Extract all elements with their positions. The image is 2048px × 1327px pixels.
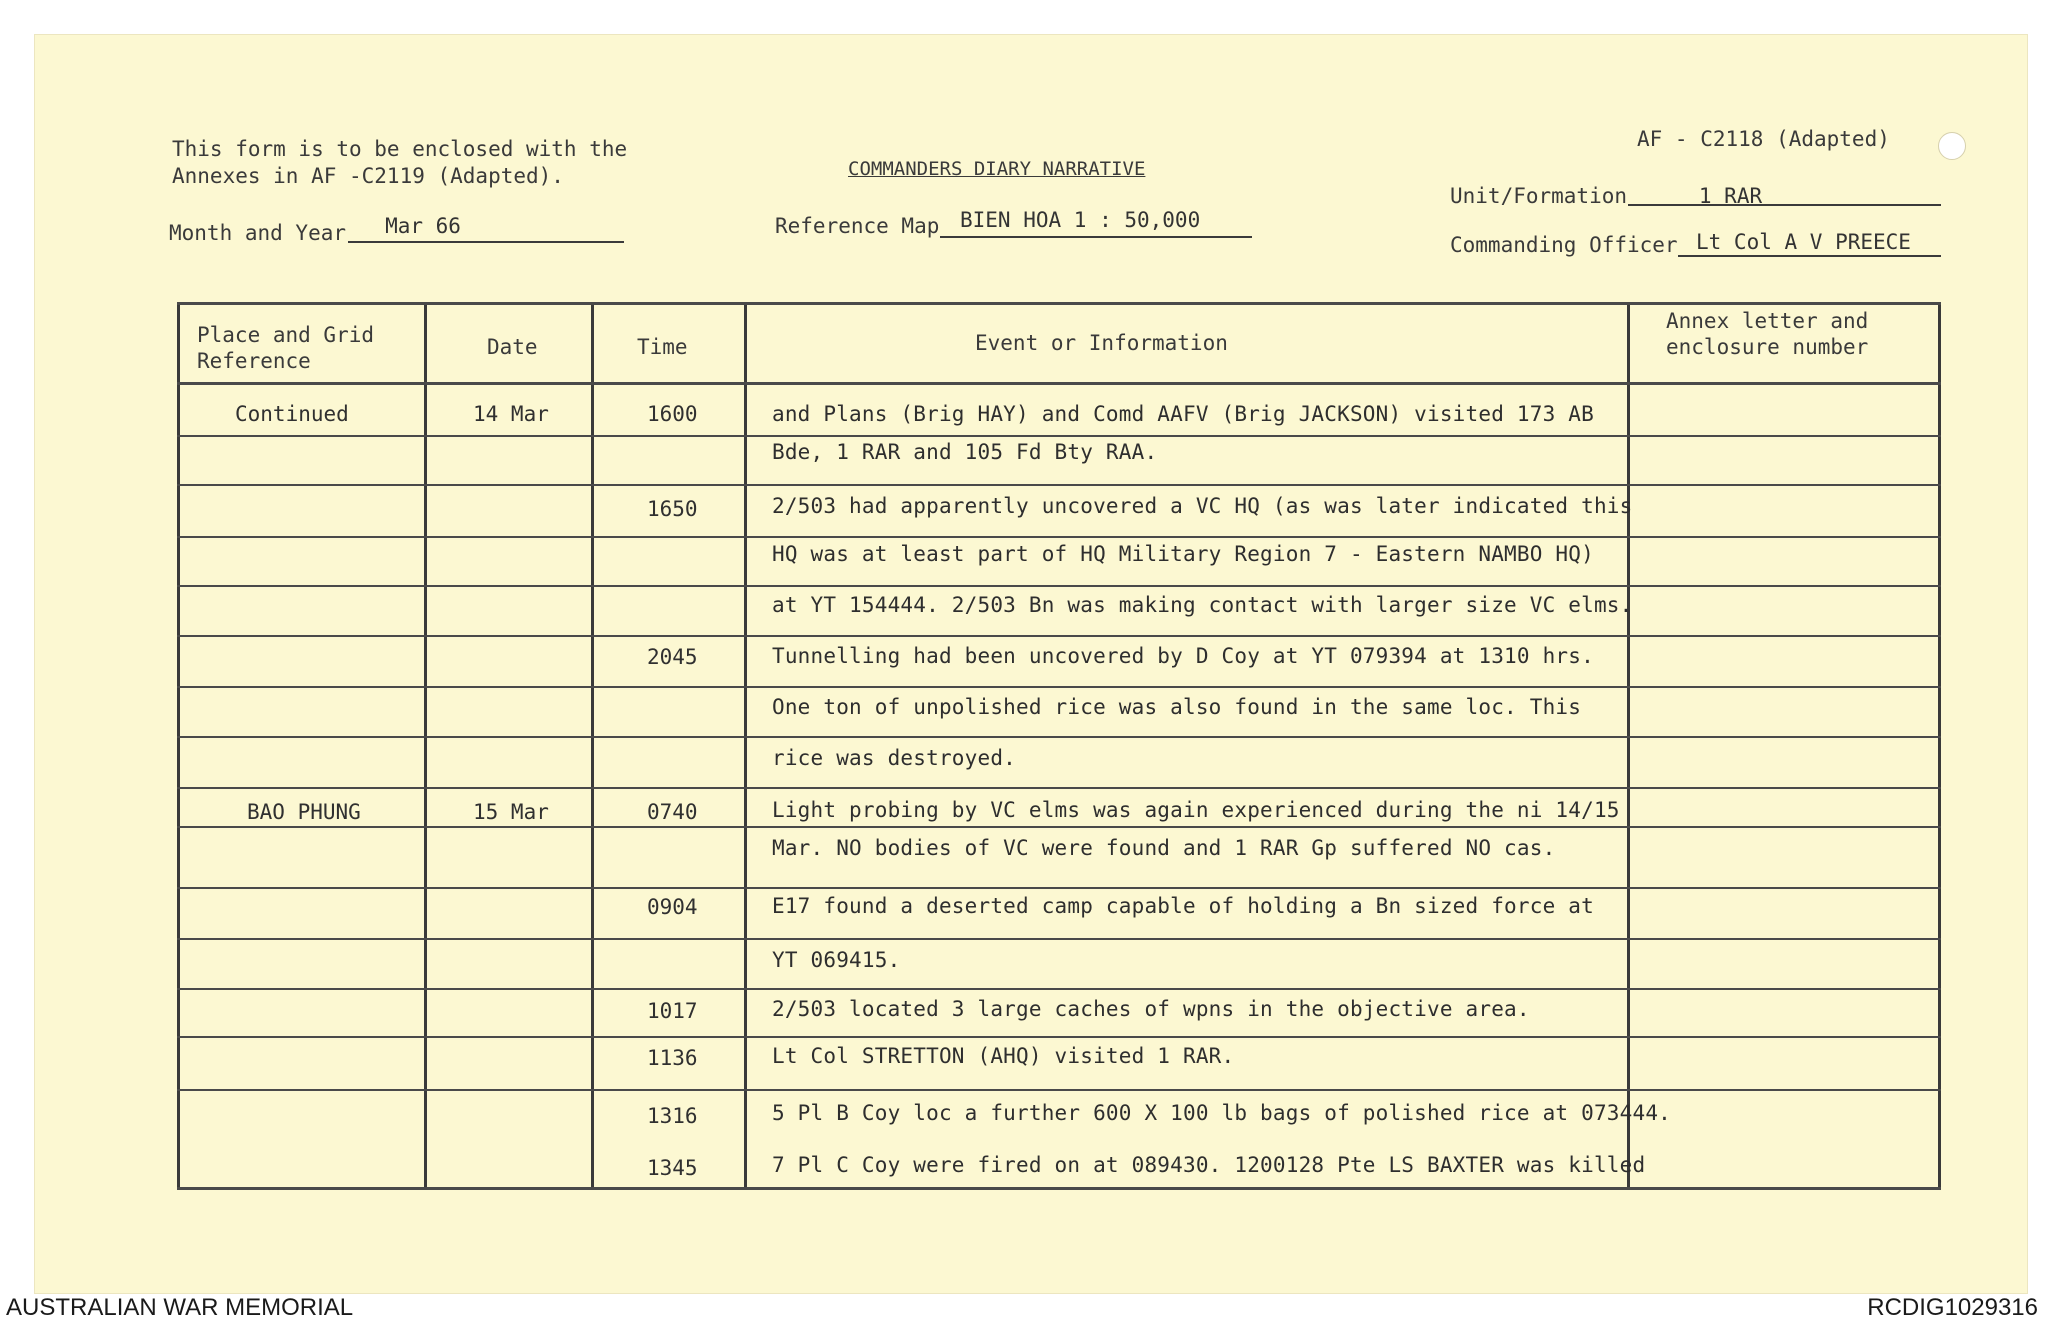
table-border-bottom <box>177 1187 1941 1190</box>
row-place: Continued <box>235 402 349 426</box>
header-place-line1: Place and Grid <box>197 323 375 347</box>
row-event: Tunnelling had been uncovered by D Coy at YT 079394 at 1310 hrs. <box>772 644 1594 668</box>
row-date: 15 Mar <box>473 800 549 824</box>
header-date: Date <box>487 335 538 359</box>
diary-table <box>177 302 1941 1190</box>
row-time: 1600 <box>647 402 698 426</box>
row-event: One ton of unpolished rice was also found in the same loc. This <box>772 695 1582 719</box>
row-line <box>177 1036 1941 1038</box>
month-year-value: Mar 66 <box>385 214 461 238</box>
reference-map-underline <box>940 236 1252 238</box>
row-event: Lt Col STRETTON (AHQ) visited 1 RAR. <box>772 1044 1235 1068</box>
commanding-officer-label: Commanding Officer <box>1450 233 1678 257</box>
row-time: 2045 <box>647 645 698 669</box>
row-line <box>177 826 1941 828</box>
form-title: COMMANDERS DIARY NARRATIVE <box>848 158 1146 180</box>
header-annex <box>1666 308 1868 360</box>
row-event: and Plans (Brig HAY) and Comd AAFV (Brig JACKSON) visited 173 AB <box>772 402 1594 426</box>
reference-map-value: BIEN HOA 1 : 50,000 <box>960 208 1201 232</box>
row-line <box>177 887 1941 889</box>
archive-name: AUSTRALIAN WAR MEMORIAL <box>6 1294 354 1321</box>
row-line <box>177 787 1941 789</box>
row-line <box>177 736 1941 738</box>
row-line <box>177 938 1941 940</box>
row-line <box>177 686 1941 688</box>
row-event: 2/503 had apparently uncovered a VC HQ (as was later indicated this <box>772 494 1633 518</box>
row-event: HQ was at least part of HQ Military Region 7 - Eastern NAMBO HQ) <box>772 542 1594 566</box>
row-time: 1017 <box>647 999 698 1023</box>
row-time: 0740 <box>647 800 698 824</box>
form-note-line2: Annexes in AF -C2119 (Adapted). <box>172 164 564 188</box>
row-event: 2/503 located 3 large caches of wpns in the objective area. <box>772 997 1530 1021</box>
reference-map-label: Reference Map <box>775 214 940 238</box>
row-line <box>177 585 1941 587</box>
row-line <box>177 536 1941 538</box>
row-line <box>177 635 1941 637</box>
row-line <box>177 484 1941 486</box>
row-date: 14 Mar <box>473 402 549 426</box>
header-annex-line2: enclosure number <box>1666 335 1869 359</box>
row-time: 1345 <box>647 1156 698 1180</box>
row-time: 0904 <box>647 895 698 919</box>
punch-hole <box>1938 132 1966 160</box>
commanding-officer-value: Lt Col A V PREECE <box>1696 230 1911 254</box>
month-year-label: Month and Year <box>169 221 347 245</box>
row-event: E17 found a deserted camp capable of holding a Bn sized force at <box>772 894 1594 918</box>
row-event: Mar. NO bodies of VC were found and 1 RAR Gp suffered NO cas. <box>772 836 1556 860</box>
row-line <box>177 1089 1941 1091</box>
row-event: Light probing by VC elms was again experienced during the ni 14/15 <box>772 798 1620 822</box>
form-note-line1: This form is to be enclosed with the <box>172 137 628 161</box>
row-event: YT 069415. <box>772 948 901 972</box>
header-time: Time <box>637 335 688 359</box>
row-event: 7 Pl C Coy were fired on at 089430. 1200128 Pte LS BAXTER was killed <box>772 1153 1646 1177</box>
row-place: BAO PHUNG <box>247 800 361 824</box>
row-event: Bde, 1 RAR and 105 Fd Bty RAA. <box>772 440 1158 464</box>
header-event: Event or Information <box>975 331 1228 355</box>
archive-reference: RCDIG1029316 <box>1867 1294 2038 1321</box>
unit-formation-label: Unit/Formation <box>1450 184 1628 208</box>
form-number: AF - C2118 (Adapted) <box>1637 127 1890 151</box>
unit-formation-value: 1 RAR <box>1698 184 1763 208</box>
header-place-line2: Reference <box>197 349 311 373</box>
row-event: 5 Pl B Coy loc a further 600 X 100 lb bags of polished rice at 073444. <box>772 1101 1672 1125</box>
row-line <box>177 435 1941 437</box>
commanding-officer-underline <box>1678 255 1941 257</box>
row-line <box>177 988 1941 990</box>
row-time: 1136 <box>647 1046 698 1070</box>
header-place-grid <box>197 322 374 374</box>
header-annex-line1: Annex letter and <box>1666 309 1869 333</box>
row-time: 1316 <box>647 1104 698 1128</box>
row-time: 1650 <box>647 497 698 521</box>
row-event: at YT 154444. 2/503 Bn was making contact with larger size VC elms. <box>772 593 1633 617</box>
month-year-underline <box>348 241 624 243</box>
header-divider <box>177 382 1941 385</box>
table-border-top <box>177 302 1941 305</box>
row-event: rice was destroyed. <box>772 746 1017 770</box>
